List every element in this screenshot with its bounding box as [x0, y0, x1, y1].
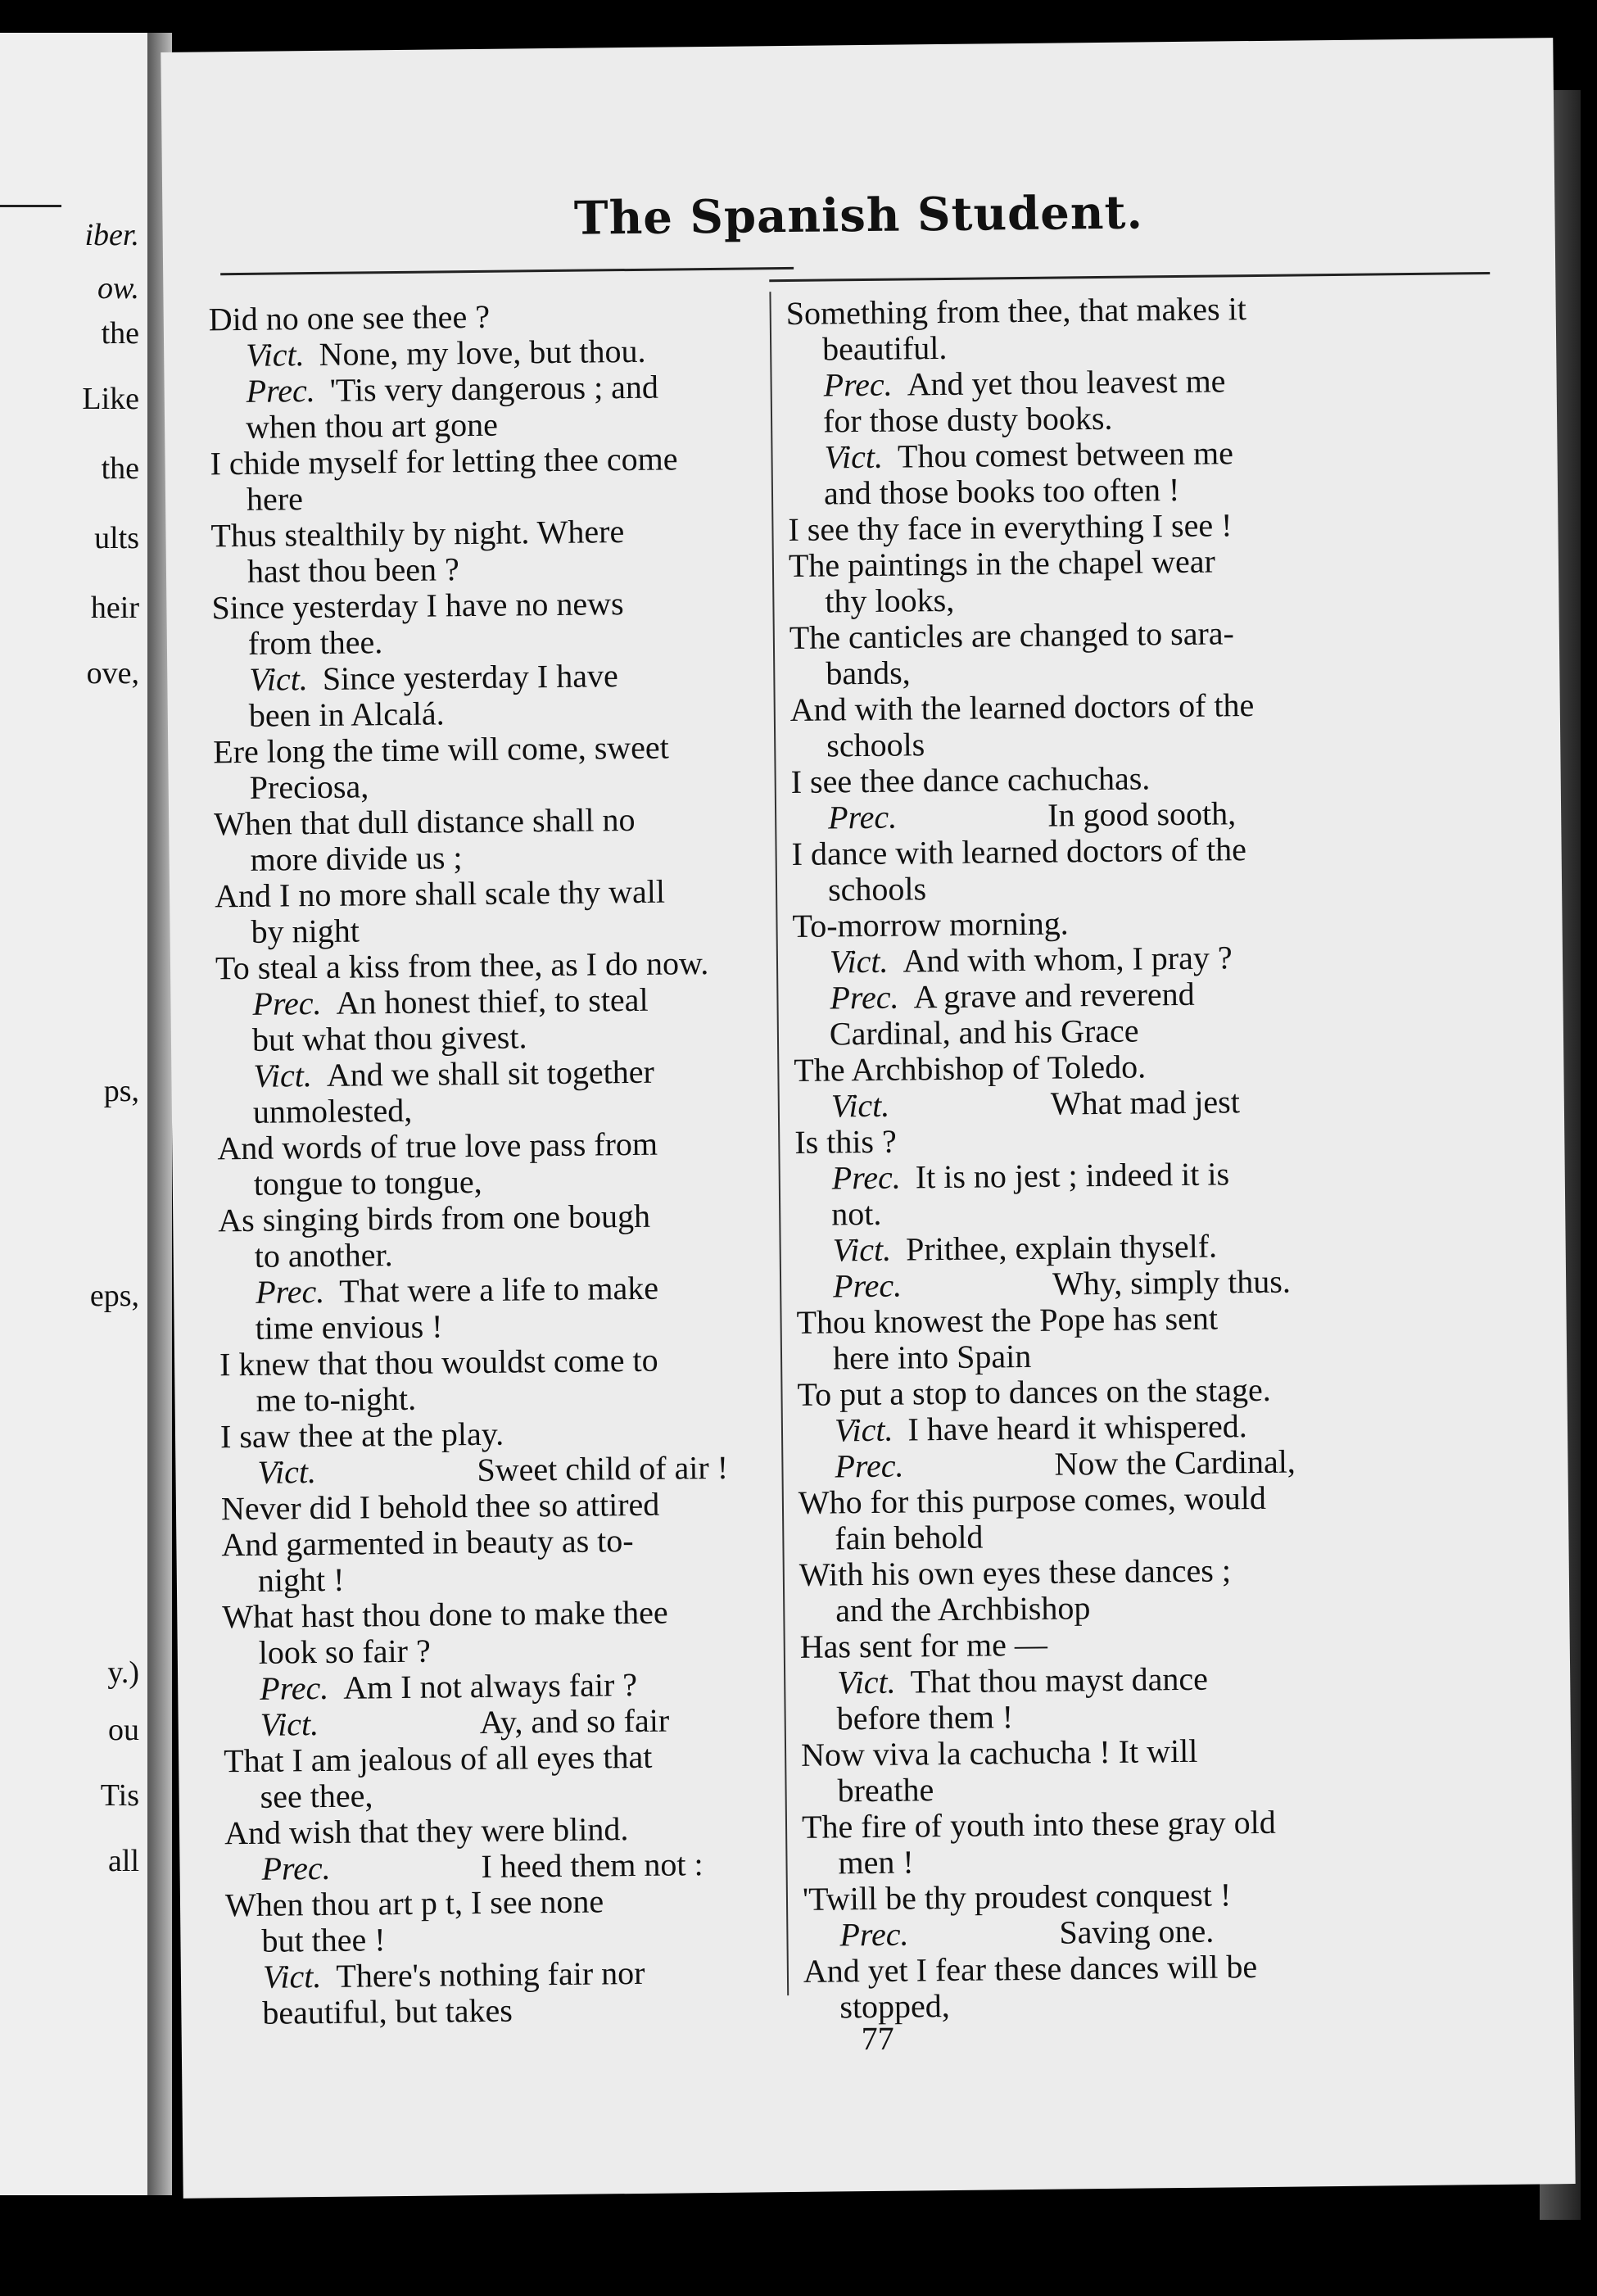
column-divider	[769, 292, 789, 1995]
facing-page-word: Like	[82, 382, 139, 416]
line-text: but thee !	[261, 1921, 386, 1959]
verse-line	[216, 1053, 757, 1094]
line-text: 'Twill be thy proudest conquest !	[802, 1876, 1232, 1918]
line-text: hast thou been ?	[247, 550, 460, 590]
speaker-name: Vict.	[260, 1705, 319, 1743]
verse-line	[224, 1773, 764, 1815]
line-text: Is this ?	[794, 1122, 897, 1161]
facing-page-word: all	[108, 1844, 139, 1878]
verse-line	[210, 512, 751, 554]
line-text: before them !	[836, 1698, 1014, 1737]
line-text: Preciosa,	[249, 768, 369, 806]
line-text: beautiful, but takes	[262, 1991, 513, 2031]
verse-line	[221, 1521, 762, 1563]
verse-line	[224, 1845, 765, 1887]
line-text: Now the Cardinal,	[1054, 1442, 1296, 1483]
line-text: I dance with learned doctors of the	[791, 831, 1247, 872]
verse-line	[213, 728, 753, 770]
line-text: I heed them not :	[481, 1845, 703, 1885]
verse-line	[216, 1017, 757, 1058]
line-text: Why, simply thus.	[1052, 1262, 1292, 1302]
verse-line	[209, 368, 749, 410]
verse-line	[211, 584, 752, 626]
speaker-name: Prec.	[260, 1669, 329, 1707]
line-text: And yet thou leavest me	[907, 362, 1226, 403]
speaker-name: Vict.	[253, 1057, 313, 1094]
line-text: when thou art gone	[245, 405, 499, 446]
line-text: When thou art p t, I see none	[224, 1882, 604, 1924]
line-text: The paintings in the chapel wear	[788, 542, 1216, 584]
line-text: from thee.	[247, 623, 383, 662]
page-number: 77	[861, 2019, 894, 2058]
verse-line	[220, 1449, 761, 1491]
left-text-column	[209, 296, 767, 2031]
speaker-name: Prec.	[839, 1915, 909, 1954]
verse-line	[215, 944, 756, 986]
speaker-name: Prec.	[835, 1447, 904, 1485]
speaker-name: Vict.	[834, 1411, 894, 1449]
line-text: And words of true love pass from	[217, 1125, 658, 1167]
speaker-name: Prec.	[823, 365, 893, 404]
line-text: I chide myself for letting thee come	[210, 440, 678, 482]
speaker-name: Vict.	[832, 1230, 892, 1269]
verse-line	[215, 980, 756, 1022]
facing-page-word: the	[101, 316, 139, 351]
speaker-name: Prec.	[255, 1272, 325, 1311]
line-text: What hast thou done to make thee	[222, 1593, 668, 1636]
verse-line	[219, 1341, 760, 1383]
verse-line	[223, 1665, 763, 1707]
line-text: Thus stealthily by night. Where	[210, 513, 625, 555]
line-text: With his own eyes these dances ;	[798, 1551, 1232, 1593]
line-text: The fire of youth into these gray old	[801, 1803, 1276, 1845]
line-text: tongue to tongue,	[253, 1162, 482, 1202]
line-text: 'Tis very dangerous ; and	[329, 368, 659, 409]
line-text: me to-night.	[256, 1379, 417, 1419]
line-text: beautiful.	[821, 328, 948, 368]
verse-line	[212, 620, 753, 662]
facing-page-word: iber.	[84, 218, 139, 252]
verse-line	[215, 872, 755, 914]
verse-line	[218, 1197, 758, 1239]
line-text: Who for this purpose comes, would	[798, 1479, 1267, 1521]
line-text: bands,	[826, 654, 911, 692]
verse-line	[212, 656, 753, 698]
speaker-name: Vict.	[245, 336, 305, 374]
speaker-name: Prec.	[830, 978, 899, 1017]
line-text: I saw thee at the play.	[219, 1415, 504, 1456]
line-text: Am I not always fair ?	[343, 1665, 638, 1706]
verse-line	[223, 1701, 763, 1743]
facing-page-fragment	[0, 33, 151, 2195]
line-text: To-morrow morning.	[792, 904, 1069, 944]
line-text: thy looks,	[825, 581, 955, 620]
line-text: A grave and reverend	[913, 975, 1195, 1016]
line-text: None, my love, but thou.	[319, 332, 646, 373]
line-text: Sweet child of air !	[477, 1448, 729, 1489]
verse-line	[226, 1954, 767, 1995]
line-text: night !	[257, 1560, 345, 1599]
verse-line	[222, 1557, 762, 1599]
line-text: I knew that thou wouldst come to	[219, 1341, 658, 1383]
verse-line	[210, 440, 750, 482]
line-text: more divide us ;	[250, 839, 463, 878]
facing-page-word: ou	[108, 1713, 139, 1747]
facing-page-word: y.)	[107, 1655, 139, 1690]
line-text: I have heard it whispered.	[907, 1407, 1247, 1448]
running-header: The Spanish Student.	[573, 185, 1144, 246]
line-text: That I am jealous of all eyes that	[223, 1737, 653, 1780]
facing-page-word: ps,	[103, 1074, 139, 1108]
header-rule-right	[769, 272, 1490, 282]
line-text: In good sooth,	[1047, 795, 1237, 834]
speaker-name: Vict.	[830, 1086, 890, 1125]
line-text: men !	[838, 1843, 914, 1882]
speaker-name: Prec.	[831, 1158, 902, 1197]
line-text: The canticles are changed to sara-	[789, 614, 1235, 656]
line-text: Ay, and so fair	[479, 1701, 670, 1741]
line-text: here	[246, 480, 304, 518]
verse-line	[225, 1882, 766, 1923]
facing-page-word: ow.	[97, 271, 139, 306]
speaker-name: Vict.	[262, 1958, 322, 1995]
line-text: Saving one.	[1059, 1912, 1215, 1951]
verse-line	[214, 836, 754, 878]
facing-page-word: heir	[90, 591, 139, 625]
line-text: Since yesterday I have no news	[211, 585, 624, 627]
line-text: To put a stop to dances on the stage.	[797, 1370, 1271, 1413]
facing-page-word: Tis	[100, 1778, 139, 1813]
speaker-name: Prec.	[252, 984, 322, 1022]
line-text: I see thee dance cachuchas.	[790, 759, 1151, 800]
line-text: And yet I fear these dances will be	[803, 1948, 1258, 1990]
line-text: Did no one see thee ?	[208, 297, 491, 338]
line-text: Never did I behold thee so attired	[220, 1485, 660, 1528]
verse-line	[224, 1737, 764, 1779]
line-text: It is no jest ; indeed it is	[915, 1155, 1230, 1196]
verse-line	[214, 764, 754, 806]
verse-line	[213, 692, 753, 734]
speaker-name: Prec.	[827, 798, 898, 836]
verse-line	[221, 1485, 762, 1527]
line-text: Cardinal, and his Grace	[829, 1012, 1139, 1053]
book-page	[161, 38, 1575, 2199]
line-text: That were a life to make	[338, 1269, 659, 1310]
line-text: Ere long the time will come, sweet	[213, 728, 669, 771]
line-text: been in Alcalá.	[248, 695, 445, 734]
verse-line	[223, 1629, 763, 1671]
facing-page-rule	[0, 205, 61, 207]
verse-line	[209, 332, 749, 374]
speaker-name: Vict.	[249, 660, 309, 698]
verse-line	[218, 1233, 758, 1275]
line-text: breathe	[837, 1771, 934, 1809]
line-text: not.	[830, 1194, 882, 1233]
line-text: And I no more shall scale thy wall	[214, 872, 666, 915]
line-text: schools	[827, 870, 927, 908]
speaker-name: Vict.	[824, 437, 884, 476]
verse-line	[214, 800, 754, 842]
verse-line	[217, 1089, 758, 1130]
facing-page-word: eps,	[89, 1279, 139, 1313]
line-text: When that dull distance shall no	[213, 800, 636, 843]
line-text: fain behold	[835, 1518, 984, 1557]
line-text: Now viva la cachucha ! It will	[800, 1732, 1198, 1773]
speaker-name: Vict.	[829, 942, 889, 980]
speaker-name: Vict.	[257, 1453, 317, 1491]
line-text: That thou mayst dance	[910, 1660, 1209, 1700]
line-text: see thee,	[260, 1777, 373, 1815]
line-text: To steal a kiss from thee, as I do now.	[215, 944, 709, 987]
verse-line	[210, 476, 751, 518]
line-text: And garmented in beauty as to-	[221, 1522, 634, 1564]
line-text: and the Archbishop	[835, 1589, 1091, 1629]
verse-line	[222, 1593, 762, 1635]
line-text: unmolested,	[252, 1091, 413, 1130]
line-text: time envious !	[255, 1307, 443, 1347]
line-text: by night	[251, 912, 360, 950]
line-text: Thou knowest the Pope has sent	[796, 1299, 1219, 1341]
facing-page-word: the	[101, 451, 139, 486]
line-text: stopped,	[839, 1987, 951, 2026]
line-text: but what thou givest.	[251, 1018, 527, 1058]
speaker-name: Prec.	[832, 1266, 903, 1305]
verse-line	[219, 1269, 759, 1311]
line-text: An honest thief, to steal	[336, 980, 649, 1021]
facing-page-word: ults	[94, 521, 139, 555]
line-text: The Archbishop of Toledo.	[794, 1048, 1147, 1089]
line-text: schools	[826, 726, 925, 764]
line-text: and those books too often !	[823, 470, 1180, 512]
verse-line	[218, 1161, 758, 1202]
line-text: There's nothing fair nor	[336, 1954, 645, 1995]
line-text: Thou comest between me	[897, 434, 1234, 475]
line-text: And we shall sit together	[326, 1053, 655, 1094]
speaker-name: Prec.	[261, 1849, 331, 1887]
verse-line	[219, 1305, 759, 1347]
facing-page-word: ove,	[86, 656, 139, 691]
line-text: Has sent for me —	[799, 1625, 1048, 1665]
verse-line	[219, 1377, 760, 1419]
line-text: Prithee, explain thyself.	[905, 1227, 1218, 1268]
line-text: I see thy face in everything I see !	[788, 506, 1233, 548]
line-text: for those dusty books.	[822, 399, 1113, 440]
line-text: here into Spain	[832, 1337, 1032, 1377]
verse-line	[217, 1125, 758, 1166]
line-text: What mad jest	[1050, 1083, 1241, 1122]
speaker-name: Vict.	[836, 1663, 896, 1701]
line-text: look so fair ?	[258, 1632, 431, 1671]
line-text: to another.	[254, 1236, 393, 1275]
verse-line	[211, 548, 752, 590]
line-text: And wish that they were blind.	[224, 1810, 629, 1852]
header-rule-left	[220, 267, 794, 275]
line-text: And with whom, I pray ?	[903, 939, 1233, 980]
line-text: And with the learned doctors of the	[789, 686, 1255, 728]
line-text: Since yesterday I have	[322, 657, 618, 697]
line-text: As singing birds from one bough	[218, 1197, 651, 1239]
verse-line	[209, 296, 749, 337]
line-text: Something from thee, that makes it	[785, 290, 1247, 332]
right-text-column	[785, 288, 1524, 2026]
verse-line	[225, 1918, 766, 1959]
speaker-name: Prec.	[246, 372, 315, 410]
